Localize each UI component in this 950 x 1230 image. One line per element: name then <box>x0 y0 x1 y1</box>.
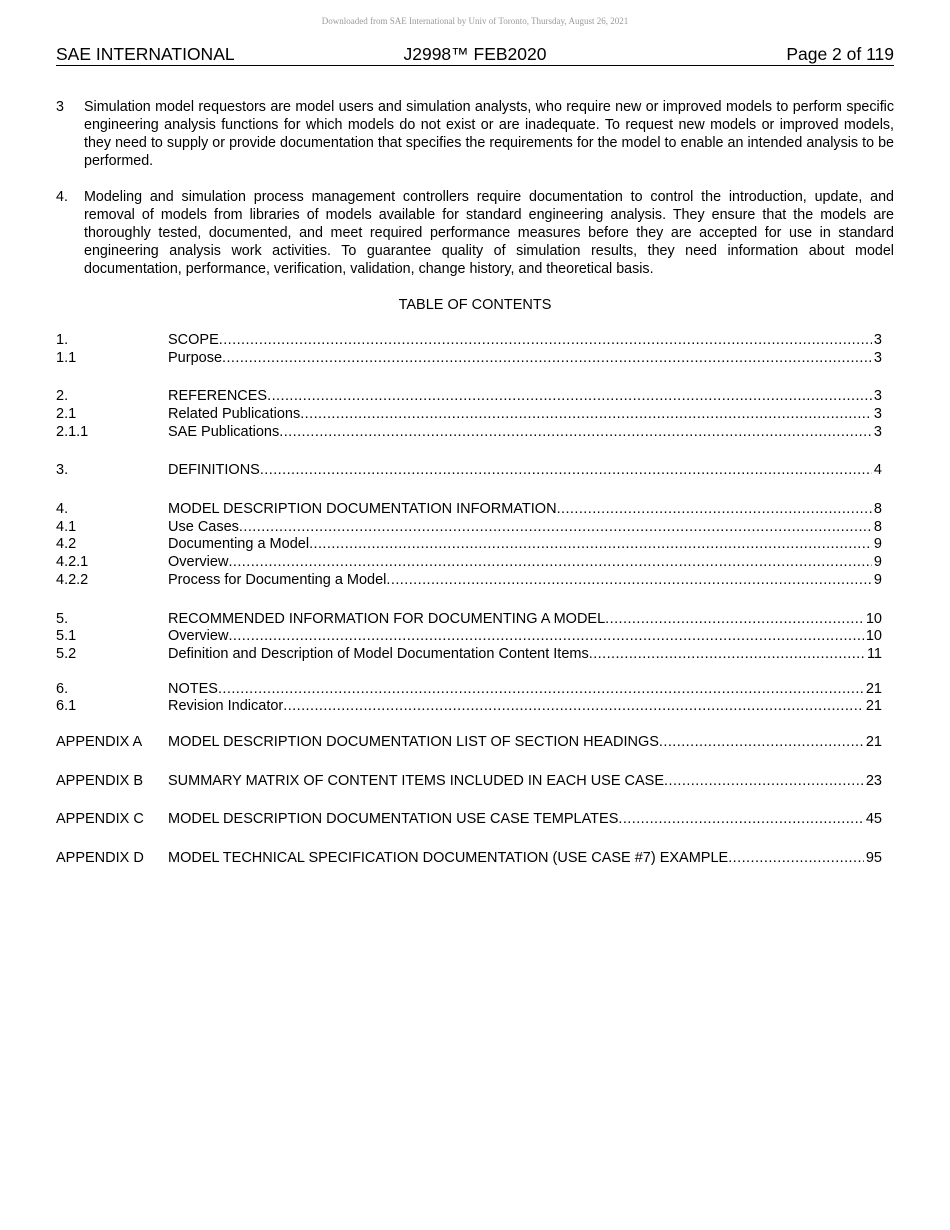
toc-entry[interactable] <box>56 850 882 868</box>
toc-leader-dots <box>618 811 863 829</box>
toc-leader-dots <box>386 572 872 590</box>
toc-entry-title: SCOPE <box>168 331 219 348</box>
toc-leader-dots <box>300 406 872 424</box>
toc-leader-dots <box>228 628 863 646</box>
toc-entry-page: 95 <box>865 850 882 867</box>
paragraph-text: Simulation model requestors are model users and simulation analysts, who require new or improved models to perform specific engineering analysis functions for which models do not exist or are inadequate. To request new models or improved models, they need to supply or provide documentation that specifies the requirements for the model to enable an intended analysis to be performed. <box>84 99 894 169</box>
toc-entry[interactable] <box>56 681 882 699</box>
toc-entry-title: Revision Indicator <box>168 698 284 715</box>
toc-entry-title: MODEL DESCRIPTION DOCUMENTATION USE CASE TEMPLATES <box>168 811 619 828</box>
toc-entry-page: 10 <box>865 628 882 645</box>
toc-entry[interactable] <box>56 537 882 555</box>
toc-entry-title: Overview <box>168 628 229 645</box>
paragraph-number: 4. <box>56 189 68 205</box>
header-document-id: J2998™ FEB2020 <box>403 44 547 64</box>
toc-leader-dots <box>589 646 865 664</box>
toc-heading: TABLE OF CONTENTS <box>398 297 552 313</box>
toc-entry-number: 2.1 <box>56 406 77 423</box>
toc-entry[interactable] <box>56 628 882 646</box>
toc-leader-dots <box>728 850 864 868</box>
toc-leader-dots <box>279 424 872 442</box>
header-page-number: Page 2 of 119 <box>786 44 894 64</box>
toc-entry-page: 4 <box>873 462 882 479</box>
toc-entry-number: 6. <box>56 680 69 697</box>
toc-entry-title: MODEL DESCRIPTION DOCUMENTATION INFORMATION <box>168 501 557 518</box>
toc-entry-page: 10 <box>865 610 882 627</box>
toc-entry-title: Use Cases <box>168 518 239 535</box>
paragraph-item-4 <box>56 188 894 278</box>
toc-entry-page: 8 <box>873 518 882 535</box>
toc-entry-page: 9 <box>873 554 882 571</box>
paragraph-item-3 <box>56 98 894 170</box>
header-publisher: SAE INTERNATIONAL <box>56 44 235 64</box>
toc-entry[interactable] <box>56 388 882 406</box>
toc-entry[interactable] <box>56 572 882 590</box>
toc-entry-page: 3 <box>873 331 882 348</box>
toc-entry-title: REFERENCES <box>168 388 268 405</box>
toc-entry-page: 3 <box>873 406 882 423</box>
toc-entry-title: RECOMMENDED INFORMATION FOR DOCUMENTING A MODEL <box>168 610 606 627</box>
toc-entry-number: APPENDIX A <box>56 733 143 750</box>
toc-entry[interactable] <box>56 406 882 424</box>
toc-entry-number: 5.1 <box>56 628 77 645</box>
toc-entry-number: 4.2.1 <box>56 554 89 571</box>
toc-leader-dots <box>228 554 871 572</box>
toc-leader-dots <box>267 388 872 406</box>
toc-leader-dots <box>309 536 872 554</box>
toc-entry[interactable] <box>56 811 882 829</box>
toc-entry[interactable] <box>56 501 882 519</box>
toc-entry[interactable] <box>56 350 882 368</box>
toc-entry[interactable] <box>56 611 882 629</box>
toc-entry-page: 21 <box>865 698 882 715</box>
toc-entry-title: Documenting a Model <box>168 536 310 553</box>
paragraph-number: 3 <box>56 99 64 115</box>
toc-entry-number: 5.2 <box>56 645 77 662</box>
toc-entry-number: APPENDIX D <box>56 850 144 867</box>
toc-entry-page: 3 <box>873 349 882 366</box>
toc-entry[interactable] <box>56 332 882 350</box>
toc-entry-number: 2. <box>56 388 69 405</box>
toc-leader-dots <box>605 611 864 629</box>
toc-entry[interactable] <box>56 462 882 480</box>
toc-entry-page: 11 <box>866 645 882 662</box>
toc-entry-page: 9 <box>873 536 882 553</box>
toc-entry-title: SUMMARY MATRIX OF CONTENT ITEMS INCLUDED IN EACH USE CASE <box>168 772 665 789</box>
toc-leader-dots <box>659 734 864 752</box>
toc-leader-dots <box>218 681 864 699</box>
toc-entry-number: 1. <box>56 331 69 348</box>
page-header <box>56 44 894 66</box>
toc-entry-title: Related Publications <box>168 406 301 423</box>
toc-entry-number: 3. <box>56 462 69 479</box>
toc-entry-number: 6.1 <box>56 698 77 715</box>
toc-entry-number: 1.1 <box>56 349 77 366</box>
toc-entry-title: MODEL TECHNICAL SPECIFICATION DOCUMENTATION (USE CASE #7) EXAMPLE <box>168 850 729 867</box>
toc-entry-number: 5. <box>56 610 69 627</box>
toc-entry-page: 8 <box>873 501 882 518</box>
toc-entry-number: 4.2 <box>56 536 77 553</box>
toc-entry-title: DEFINITIONS <box>168 462 260 479</box>
table-of-contents <box>56 332 882 868</box>
toc-entry-number: 2.1.1 <box>56 423 89 440</box>
toc-entry-title: NOTES <box>168 680 218 697</box>
toc-entry-page: 23 <box>865 772 882 789</box>
toc-entry[interactable] <box>56 519 882 537</box>
toc-entry-title: MODEL DESCRIPTION DOCUMENTATION LIST OF SECTION HEADINGS <box>168 733 659 750</box>
toc-entry[interactable] <box>56 734 882 752</box>
toc-entry-title: Overview <box>168 554 229 571</box>
toc-leader-dots <box>222 350 872 368</box>
toc-entry-number: APPENDIX B <box>56 772 144 789</box>
toc-entry-page: 9 <box>873 571 882 588</box>
toc-entry-number: APPENDIX C <box>56 811 144 828</box>
toc-entry[interactable] <box>56 554 882 572</box>
toc-entry[interactable] <box>56 646 882 664</box>
toc-entry-title: Definition and Description of Model Documentation Content Items <box>168 645 589 662</box>
toc-entry-page: 3 <box>873 388 882 405</box>
toc-entry-title: SAE Publications <box>168 423 280 440</box>
toc-leader-dots <box>239 519 872 537</box>
toc-entry-page: 3 <box>873 423 882 440</box>
toc-entry-number: 4.2.2 <box>56 571 89 588</box>
toc-leader-dots <box>283 698 864 716</box>
toc-leader-dots <box>557 501 872 519</box>
toc-entry-page: 21 <box>865 680 882 697</box>
toc-entry-number: 4.1 <box>56 518 77 535</box>
toc-entry-page: 21 <box>865 733 882 750</box>
toc-entry-number: 4. <box>56 501 69 518</box>
toc-leader-dots <box>260 462 872 480</box>
toc-leader-dots <box>664 773 864 791</box>
toc-entry-title: Purpose <box>168 349 223 366</box>
toc-entry[interactable] <box>56 424 882 442</box>
download-watermark: Downloaded from SAE International by Univ of Toronto, Thursday, August 26, 2021 <box>321 16 629 26</box>
toc-entry-title: Process for Documenting a Model <box>168 571 387 588</box>
toc-leader-dots <box>219 332 872 350</box>
toc-entry-page: 45 <box>865 811 882 828</box>
toc-entry[interactable] <box>56 698 882 716</box>
paragraph-text: Modeling and simulation process management controllers require documentation to control the introduction, update, and removal of models from libraries of models available for standard engineering analysis. They ensure that the models are thoroughly tested, documented, and meet required performance measures before they are accepted for use in standard engineering analysis work activities. To guarantee quality of simulation results, they need information about model documentation, performance, verification, validation, change history, and theoretical basis. <box>84 189 894 277</box>
toc-entry[interactable] <box>56 773 882 791</box>
